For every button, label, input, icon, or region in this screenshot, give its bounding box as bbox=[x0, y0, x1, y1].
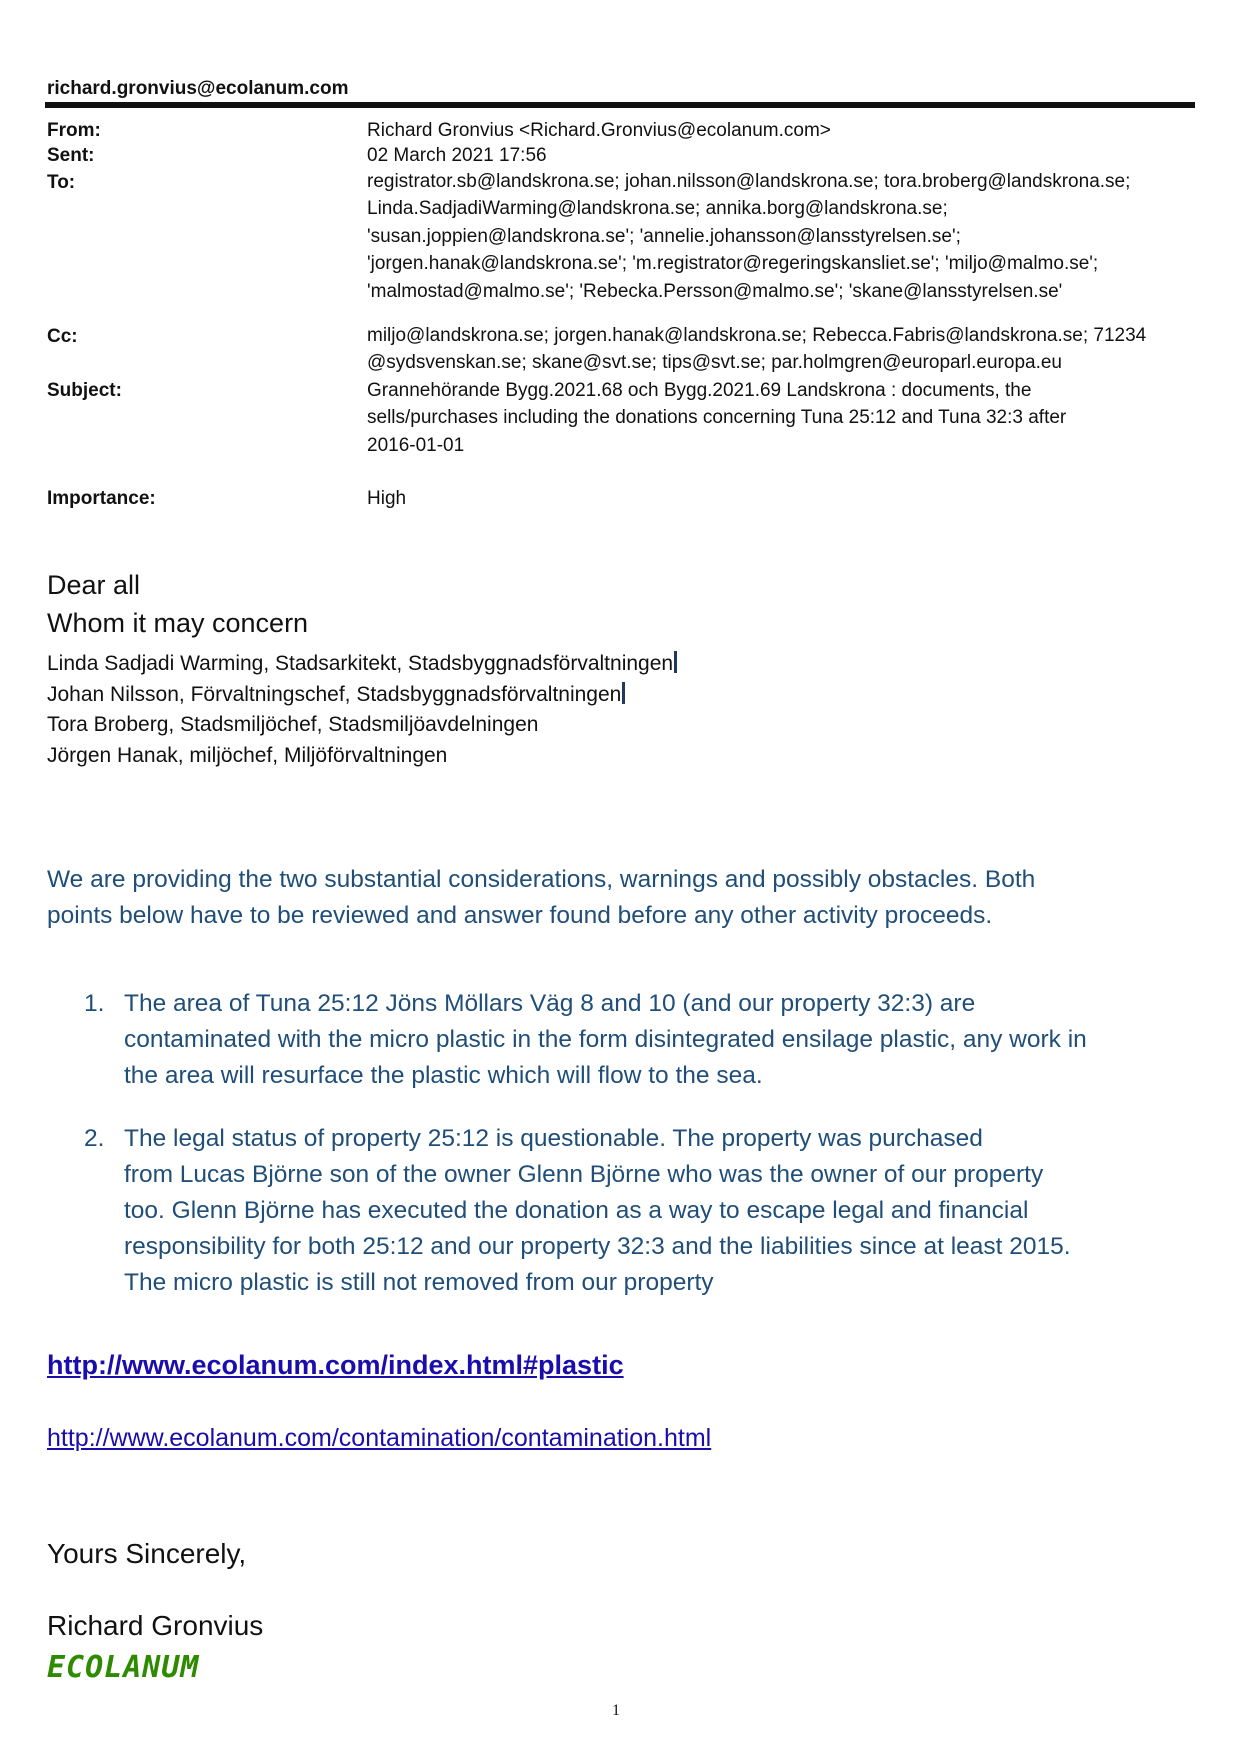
to-line: 'jorgen.hanak@landskrona.se'; 'm.registrator@regeringskansliet.se'; 'miljo@malmo.se'; bbox=[367, 253, 1099, 275]
contamination-info-link[interactable]: http://www.ecolanum.com/contamination/contamination.html bbox=[47, 1424, 712, 1452]
list-number: 1. bbox=[84, 990, 105, 1017]
addressee-line: Jörgen Hanak, miljöchef, Miljöförvaltningen bbox=[47, 743, 448, 767]
to-line: registrator.sb@landskrona.se; johan.nilsson@landskrona.se; tora.broberg@landskrona.se; bbox=[367, 171, 1131, 192]
account-email: richard.gronvius@ecolanum.com bbox=[47, 78, 349, 99]
subject-line: sells/purchases including the donations concerning Tuna 25:12 and Tuna 32:3 after bbox=[367, 407, 1067, 429]
to-recipients bbox=[367, 168, 1202, 305]
intro-line: We are providing the two substantial considerations, warnings and possibly obstacles. Both bbox=[47, 866, 1036, 893]
closing-line: Yours Sincerely, bbox=[47, 1538, 247, 1569]
cc-recipients bbox=[367, 322, 1202, 377]
text-cursor-mark bbox=[622, 682, 625, 704]
header-divider bbox=[45, 102, 1195, 108]
page-number: 1 bbox=[612, 1702, 620, 1719]
subject-line: Grannehörande Bygg.2021.68 och Bygg.2021.69 Landskrona : documents, the bbox=[367, 380, 1032, 401]
text-cursor-mark bbox=[674, 651, 677, 673]
addressee-line: Tora Broberg, Stadsmiljöchef, Stadsmiljöavdelningen bbox=[47, 713, 539, 736]
cc-line: miljo@landskrona.se; jorgen.hanak@landskrona.se; Rebecca.Fabris@landskrona.se; 71234 bbox=[367, 325, 1147, 346]
subject-value bbox=[367, 377, 1202, 459]
list-number: 2. bbox=[84, 1125, 105, 1152]
cc-line: @sydsvenskan.se; skane@svt.se; tips@svt.se; par.holmgren@europarl.europa.eu bbox=[367, 352, 1062, 374]
intro-line: points below have to be reviewed and answer found before any other activity proceeds. bbox=[47, 902, 993, 929]
sent-value: 02 March 2021 17:56 bbox=[367, 145, 547, 166]
addressee-line: Linda Sadjadi Warming, Stadsarkitekt, Stadsbyggnadsförvaltningen bbox=[47, 649, 677, 680]
list-item-text: The area of Tuna 25:12 Jöns Möllars Väg 8 and 10 (and our property 32:3) are contaminated with the micro plastic in the form disintegrated ensilage plastic, any work in the area will resurface the plastic which will flow to the sea. bbox=[124, 990, 1087, 1089]
plastic-info-link[interactable]: http://www.ecolanum.com/index.html#plastic bbox=[47, 1350, 624, 1380]
importance-value: High bbox=[367, 488, 407, 509]
addressee-line: Johan Nilsson, Förvaltningschef, Stadsbyggnadsförvaltningen bbox=[47, 680, 677, 711]
to-label: To: bbox=[47, 172, 76, 193]
from-label: From: bbox=[47, 120, 101, 141]
intro-paragraph bbox=[47, 862, 1177, 934]
subject-line: 2016-01-01 bbox=[367, 434, 465, 456]
cc-label: Cc: bbox=[47, 326, 78, 347]
subject-label: Subject: bbox=[47, 380, 122, 401]
importance-label: Importance: bbox=[47, 488, 156, 509]
from-value: Richard Gronvius <Richard.Gronvius@ecolanum.com> bbox=[367, 120, 831, 141]
to-line: 'malmostad@malmo.se'; 'Rebecka.Persson@malmo.se'; 'skane@lansstyrelsen.se' bbox=[367, 280, 1063, 302]
sent-label: Sent: bbox=[47, 145, 95, 166]
signer-name: Richard Gronvius bbox=[47, 1610, 264, 1641]
addressee-list bbox=[47, 649, 677, 771]
ecolanum-logo: ECOLANUM bbox=[47, 1650, 200, 1685]
greeting-whom-it-may-concern: Whom it may concern bbox=[47, 608, 309, 638]
greeting-dear-all: Dear all bbox=[47, 570, 141, 600]
to-line: 'susan.joppien@landskrona.se'; 'annelie.johansson@lansstyrelsen.se'; bbox=[367, 225, 961, 247]
list-item-text: The legal status of property 25:12 is questionable. The property was purchased from Lucas Björne son of the owner Glenn Björne who was the owner of our property too. Glenn Björne has executed the donation as a way to escape legal and financial responsibility for both 25:12 and our property 32:3 and the liabilities since at least 2015. The micro plastic is still not removed from our property bbox=[124, 1125, 1071, 1296]
to-line: Linda.SadjadiWarming@landskrona.se; annika.borg@landskrona.se; bbox=[367, 198, 948, 220]
